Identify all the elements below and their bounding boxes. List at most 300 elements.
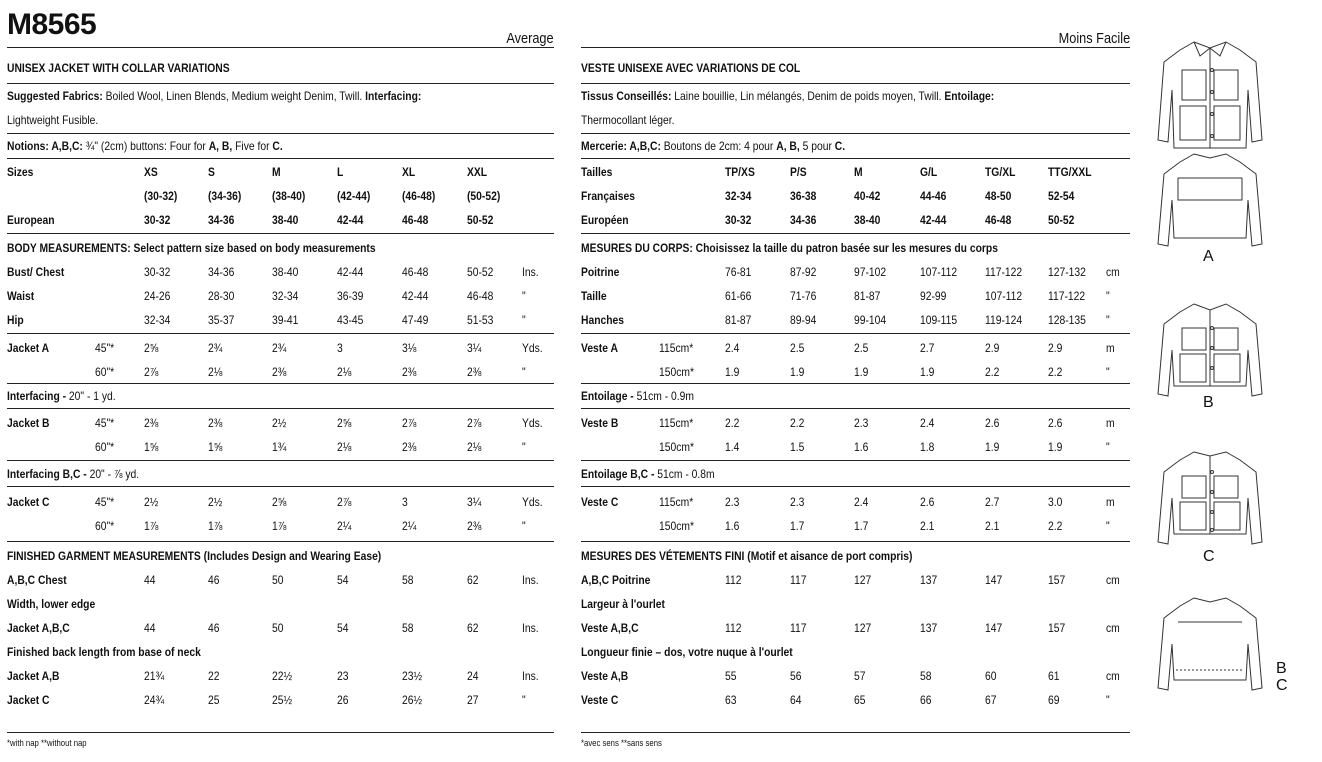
row-value: 119-124 [985,313,1023,327]
difficulty-level-en: Average [506,30,554,47]
fabrics-line-2: Thermocollant léger. [581,113,675,127]
row-value: 2.6 [920,495,935,509]
notions-label: Notions: A,B,C: [7,139,83,153]
fabrics-text: Boiled Wool, Linen Blends, Medium weight Denim, Twill. [105,89,363,103]
finished-heading: MESURES DES VÉTEMENTS FINI (Motif et aisance de port compris) [581,549,913,563]
interfacing-bc-text: 51cm - 0.8m [657,467,715,481]
row-value: 54 [337,621,349,635]
row-value: 2⅜ [467,365,482,379]
row-sub: 45"* [95,341,115,355]
row-value: (46-48) [402,189,436,203]
fabrics-label: Tissus Conseillés: [581,89,672,103]
row-value: 42-44 [920,213,947,227]
table-row [7,514,554,538]
row-value: 107-112 [985,289,1023,303]
row-value: 2.3 [854,416,869,430]
jacket-back-a-icon [1148,148,1273,248]
table-row [7,336,554,360]
row-sub: 115cm* [659,495,694,509]
row-value: 2¾ [208,341,223,355]
table-row [581,435,1130,459]
row-label: Veste A,B [581,669,629,683]
interfacing-label: Interfacing: [365,89,422,103]
table-row [581,208,1130,232]
row-unit: Ins. [522,265,539,279]
row-value: (50-52) [467,189,501,203]
row-value: 81-87 [854,289,881,303]
notions-text-2: Five for [235,139,270,153]
table-row [7,284,554,308]
row-value: 42-44 [337,265,364,279]
row-value: 2.4 [920,416,935,430]
row-value: 117-122 [985,265,1023,279]
fabrics-line-2: Lightweight Fusible. [7,113,99,127]
row-value: 42-44 [402,289,429,303]
row-value: 38-40 [272,213,299,227]
row-value: 1.7 [854,519,869,533]
french-table [581,0,1130,762]
table-row [581,284,1130,308]
row-value: XL [402,165,416,179]
row-value: S [208,165,215,179]
row-value: 23 [337,669,349,683]
row-value: 67 [985,693,997,707]
row-value: 112 [725,621,742,635]
row-value: 26 [337,693,349,707]
table-row [581,160,1130,184]
row-value: 54 [337,573,349,587]
row-label: Veste A [581,341,618,355]
row-value: 50-52 [467,213,494,227]
table-row [7,308,554,332]
row-unit: " [1106,313,1110,327]
row-value: 89-94 [790,313,817,327]
row-value: 24¾ [144,693,165,707]
row-unit: " [1106,289,1110,303]
row-value: 2.4 [854,495,869,509]
footnote: *with nap **without nap [7,738,87,748]
row-value: 2⅛ [467,440,482,454]
row-value: 2.2 [1048,365,1063,379]
rule [581,233,1130,234]
figure-label-a: A [1203,248,1214,265]
row-value: 46-48 [402,265,429,279]
row-value: 2⅞ [337,495,352,509]
row-value: 137 [920,573,938,587]
table-row [581,514,1130,538]
fabrics-label: Suggested Fabrics: [7,89,103,103]
row-value: M [272,165,281,179]
row-label: Veste A,B,C [581,621,639,635]
row-value: 24 [467,669,479,683]
row-value: 2.1 [920,519,935,533]
row-value: P/S [790,165,807,179]
row-value: 2.2 [985,365,1000,379]
pattern-code: M8565 [7,8,97,41]
row-value: 2.6 [985,416,1000,430]
notions-label: Mercerie: A,B,C: [581,139,661,153]
row-unit: " [522,519,526,533]
row-value: TP/XS [725,165,755,179]
row-value: 112 [725,573,742,587]
row-value: 2⅜ [402,440,417,454]
finished-back-label: Finished back length from base of neck [7,645,201,659]
row-value: 117-122 [1048,289,1086,303]
row-unit: " [1106,440,1110,454]
row-sub: 60"* [95,365,115,379]
row-value: 2⅞ [144,365,159,379]
row-unit: cm [1106,265,1120,279]
jacket-front-collar-icon [1148,30,1273,155]
row-unit: m [1106,416,1115,430]
row-value: 66 [920,693,932,707]
row-unit: " [1106,693,1110,707]
row-value: 2⅝ [144,341,159,355]
row-value: 50-52 [467,265,494,279]
row-value: 2⅛ [337,440,352,454]
row-value: 2.9 [985,341,1000,355]
interfacing-bc-text: 20" - ⅞ yd. [89,467,140,481]
interfacing-bc [581,462,715,486]
row-value: 2⅞ [402,416,417,430]
row-value: 1.4 [725,440,740,454]
row-sub: 60"* [95,519,115,533]
row-value: 44-46 [920,189,947,203]
row-value: 32-34 [272,289,299,303]
interfacing-a-label: Interfacing - [7,389,67,403]
row-sub: 115cm* [659,416,694,430]
row-value: 2.2 [1048,519,1063,533]
table-row [7,411,554,435]
row-value: 71-76 [790,289,817,303]
row-value: 2½ [272,416,287,430]
row-value: 28-30 [208,289,235,303]
row-value: 2⅜ [272,365,287,379]
rule [581,541,1130,542]
row-value: 30-32 [144,213,171,227]
figure-label-c: C [1203,548,1215,565]
row-value: 61-66 [725,289,752,303]
interfacing-bc-label: Entoilage B,C - [581,467,655,481]
row-value: 26½ [402,693,423,707]
table-row [7,184,554,208]
interfacing-a-text: 51cm - 0.9m [636,389,694,403]
row-value: 48-50 [985,189,1012,203]
table-row [7,568,554,592]
row-value: 1⅞ [272,519,287,533]
row-unit: " [1106,519,1110,533]
row-sub: 45"* [95,416,115,430]
row-value: 46 [208,621,220,635]
row-unit: m [1106,341,1115,355]
row-value: (38-40) [272,189,306,203]
rule [7,460,554,461]
row-value: 62 [467,573,479,587]
row-value: 2.5 [790,341,805,355]
row-value: 2.3 [725,495,740,509]
finished-heading: FINISHED GARMENT MEASUREMENTS (Includes Design and Wearing Ease) [7,549,382,563]
row-value: 97-102 [854,265,887,279]
row-label: Jacket A [7,341,50,355]
table-row [581,616,1130,640]
table-row [581,490,1130,514]
interfacing-a-text: 20" - 1 yd. [68,389,116,403]
row-label: European [7,213,55,227]
row-value: 117 [790,573,807,587]
row-sub: 150cm* [659,440,694,454]
row-value: 127-132 [1048,265,1086,279]
row-value: 1.6 [725,519,740,533]
row-value: 1.9 [1048,440,1063,454]
row-value: 58 [402,573,414,587]
jacket-back-bc-icon [1148,592,1273,692]
row-label: Françaises [581,189,635,203]
row-unit: Ins. [522,573,539,587]
row-label: A,B,C Poitrine [581,573,651,587]
row-value: TG/XL [985,165,1016,179]
row-value: 2.5 [854,341,869,355]
notions-ab: A, B, [208,139,233,153]
row-value: 2¼ [337,519,352,533]
row-label: Jacket A,B,C [7,621,70,635]
jacket-figures [1148,30,1318,730]
rule [581,47,1130,48]
row-sub: 150cm* [659,365,694,379]
row-value: 3¼ [467,495,482,509]
row-value: 2⅞ [467,416,482,430]
finished-back-label: Longueur finie – dos, votre nuque à l'ourlet [581,645,793,659]
row-label: Jacket C [7,495,50,509]
row-value: 25 [208,693,220,707]
row-value: 2.9 [1048,341,1063,355]
row-label: Veste B [581,416,619,430]
row-value: 2¾ [272,341,287,355]
row-value: 44 [144,621,156,635]
row-value: 1.9 [854,365,869,379]
table-row [581,568,1130,592]
row-value: XS [144,165,158,179]
table-row [7,490,554,514]
table-row [581,411,1130,435]
row-label: Tailles [581,165,613,179]
rule [7,47,554,48]
row-label: Taille [581,289,607,303]
row-value: 52-54 [1048,189,1075,203]
rule [7,408,554,409]
row-value: 2⅜ [467,519,482,533]
row-value: 50-52 [1048,213,1075,227]
table-row [581,308,1130,332]
row-value: 1.9 [790,365,805,379]
row-label: Waist [7,289,35,303]
row-label: Européen [581,213,629,227]
row-value: 76-81 [725,265,752,279]
table-row [7,360,554,384]
finished-width-label: Largeur à l'ourlet [581,597,665,611]
row-label: Hip [7,313,24,327]
table-row [581,360,1130,384]
row-value: 2.3 [790,495,805,509]
row-value: 2⅝ [337,416,352,430]
table-row [7,160,554,184]
row-value: XXL [467,165,488,179]
row-value: 36-39 [337,289,364,303]
row-value: 1.7 [790,519,805,533]
notions-ab: A, B, [776,139,800,153]
jacket-front-c-icon [1148,446,1273,546]
row-value: (34-36) [208,189,242,203]
row-value: 61 [1048,669,1060,683]
jacket-front-b-icon [1148,298,1273,398]
row-value: 46 [208,573,220,587]
row-unit: " [522,289,526,303]
row-value: 99-104 [854,313,887,327]
row-value: 69 [1048,693,1060,707]
row-value: 1.9 [725,365,740,379]
row-value: 107-112 [920,265,958,279]
fabrics-line [7,84,421,108]
row-unit: Yds. [522,341,543,355]
row-value: 2⅝ [272,495,287,509]
row-value: 2⅛ [337,365,352,379]
row-value: 32-34 [144,313,171,327]
row-value: 3⅛ [402,341,417,355]
row-value: 44 [144,573,156,587]
interfacing-bc-label: Interfacing B,C - [7,467,87,481]
difficulty-level-fr: Moins Facile [1058,30,1130,47]
row-value: 51-53 [467,313,494,327]
row-value: 2¼ [402,519,417,533]
row-value: 40-42 [854,189,881,203]
row-value: 25½ [272,693,293,707]
row-value: 2⅜ [208,416,223,430]
row-value: 58 [402,621,414,635]
row-value: 1⅞ [144,519,159,533]
row-value: 2½ [208,495,223,509]
row-value: 55 [725,669,737,683]
rule [7,732,554,733]
rule [581,460,1130,461]
notions-c: C. [272,139,283,153]
table-row [7,664,554,688]
row-value: 63 [725,693,737,707]
row-value: 1¾ [272,440,287,454]
table-row [581,336,1130,360]
row-value: 157 [1048,573,1066,587]
row-value: 34-36 [790,213,817,227]
rule [7,233,554,234]
row-value: 43-45 [337,313,364,327]
row-value: 2.4 [725,341,740,355]
rule [581,408,1130,409]
table-row [7,260,554,284]
row-value: 22 [208,669,220,683]
row-value: L [337,165,344,179]
row-value: 34-36 [208,265,235,279]
row-value: 147 [985,621,1003,635]
row-value: 1.6 [854,440,869,454]
row-value: (42-44) [337,189,371,203]
interfacing-label: Entoilage: [944,89,995,103]
row-value: 32-34 [725,189,752,203]
table-row [7,616,554,640]
row-unit: cm [1106,621,1120,635]
row-unit: Ins. [522,621,539,635]
row-value: 127 [854,573,872,587]
row-value: 22½ [272,669,293,683]
section-title: VESTE UNISEXE AVEC VARIATIONS DE COL [581,61,801,75]
row-value: 1⅞ [208,519,223,533]
row-value: 57 [854,669,866,683]
row-label: Veste C [581,495,619,509]
row-value: 109-115 [920,313,958,327]
row-value: 34-36 [208,213,235,227]
row-sub: 115cm* [659,341,694,355]
row-label: Poitrine [581,265,620,279]
notions-text-2: 5 pour [802,139,832,153]
row-value: 3¼ [467,341,482,355]
row-label: Jacket C [7,693,50,707]
row-value: 92-99 [920,289,947,303]
row-value: 35-37 [208,313,235,327]
row-value: 30-32 [144,265,171,279]
row-value: 65 [854,693,866,707]
figure-label-b: B [1203,394,1214,411]
row-unit: " [522,693,526,707]
row-value: 36-38 [790,189,817,203]
row-value: 137 [920,621,938,635]
row-value: 47-49 [402,313,429,327]
rule [581,158,1130,159]
row-value: 23½ [402,669,423,683]
row-value: 1.8 [920,440,935,454]
notions-text: ¾" (2cm) buttons: Four for [85,139,206,153]
interfacing-a [581,384,694,408]
table-row [7,435,554,459]
row-value: 38-40 [272,265,299,279]
row-label: Hanches [581,313,625,327]
row-value: 58 [920,669,932,683]
row-sub: 60"* [95,440,115,454]
row-value: 2⅜ [144,416,159,430]
row-value: 24-26 [144,289,171,303]
table-row [7,688,554,712]
row-value: 50 [272,573,284,587]
row-sub: 150cm* [659,519,694,533]
row-value: 3.0 [1048,495,1063,509]
english-table [7,0,554,762]
row-value: 39-41 [272,313,299,327]
footnote: *avec sens **sans sens [581,738,662,748]
row-value: TTG/XXL [1048,165,1092,179]
interfacing-a-label: Entoilage - [581,389,634,403]
row-value: 2.2 [725,416,740,430]
rule [7,486,554,487]
row-value: 2⅜ [402,365,417,379]
row-label: Bust/ Chest [7,265,65,279]
row-value: 2.2 [790,416,805,430]
row-value: 42-44 [337,213,364,227]
row-value: 1⅝ [144,440,159,454]
row-unit: Yds. [522,416,543,430]
row-unit: m [1106,495,1115,509]
row-value: 117 [790,621,807,635]
row-unit: " [522,313,526,327]
row-value: 1.5 [790,440,805,454]
row-unit: " [522,365,526,379]
body-measurements-heading: BODY MEASUREMENTS: Select pattern size based on body measurements [7,241,376,255]
row-value: 3 [402,495,408,509]
